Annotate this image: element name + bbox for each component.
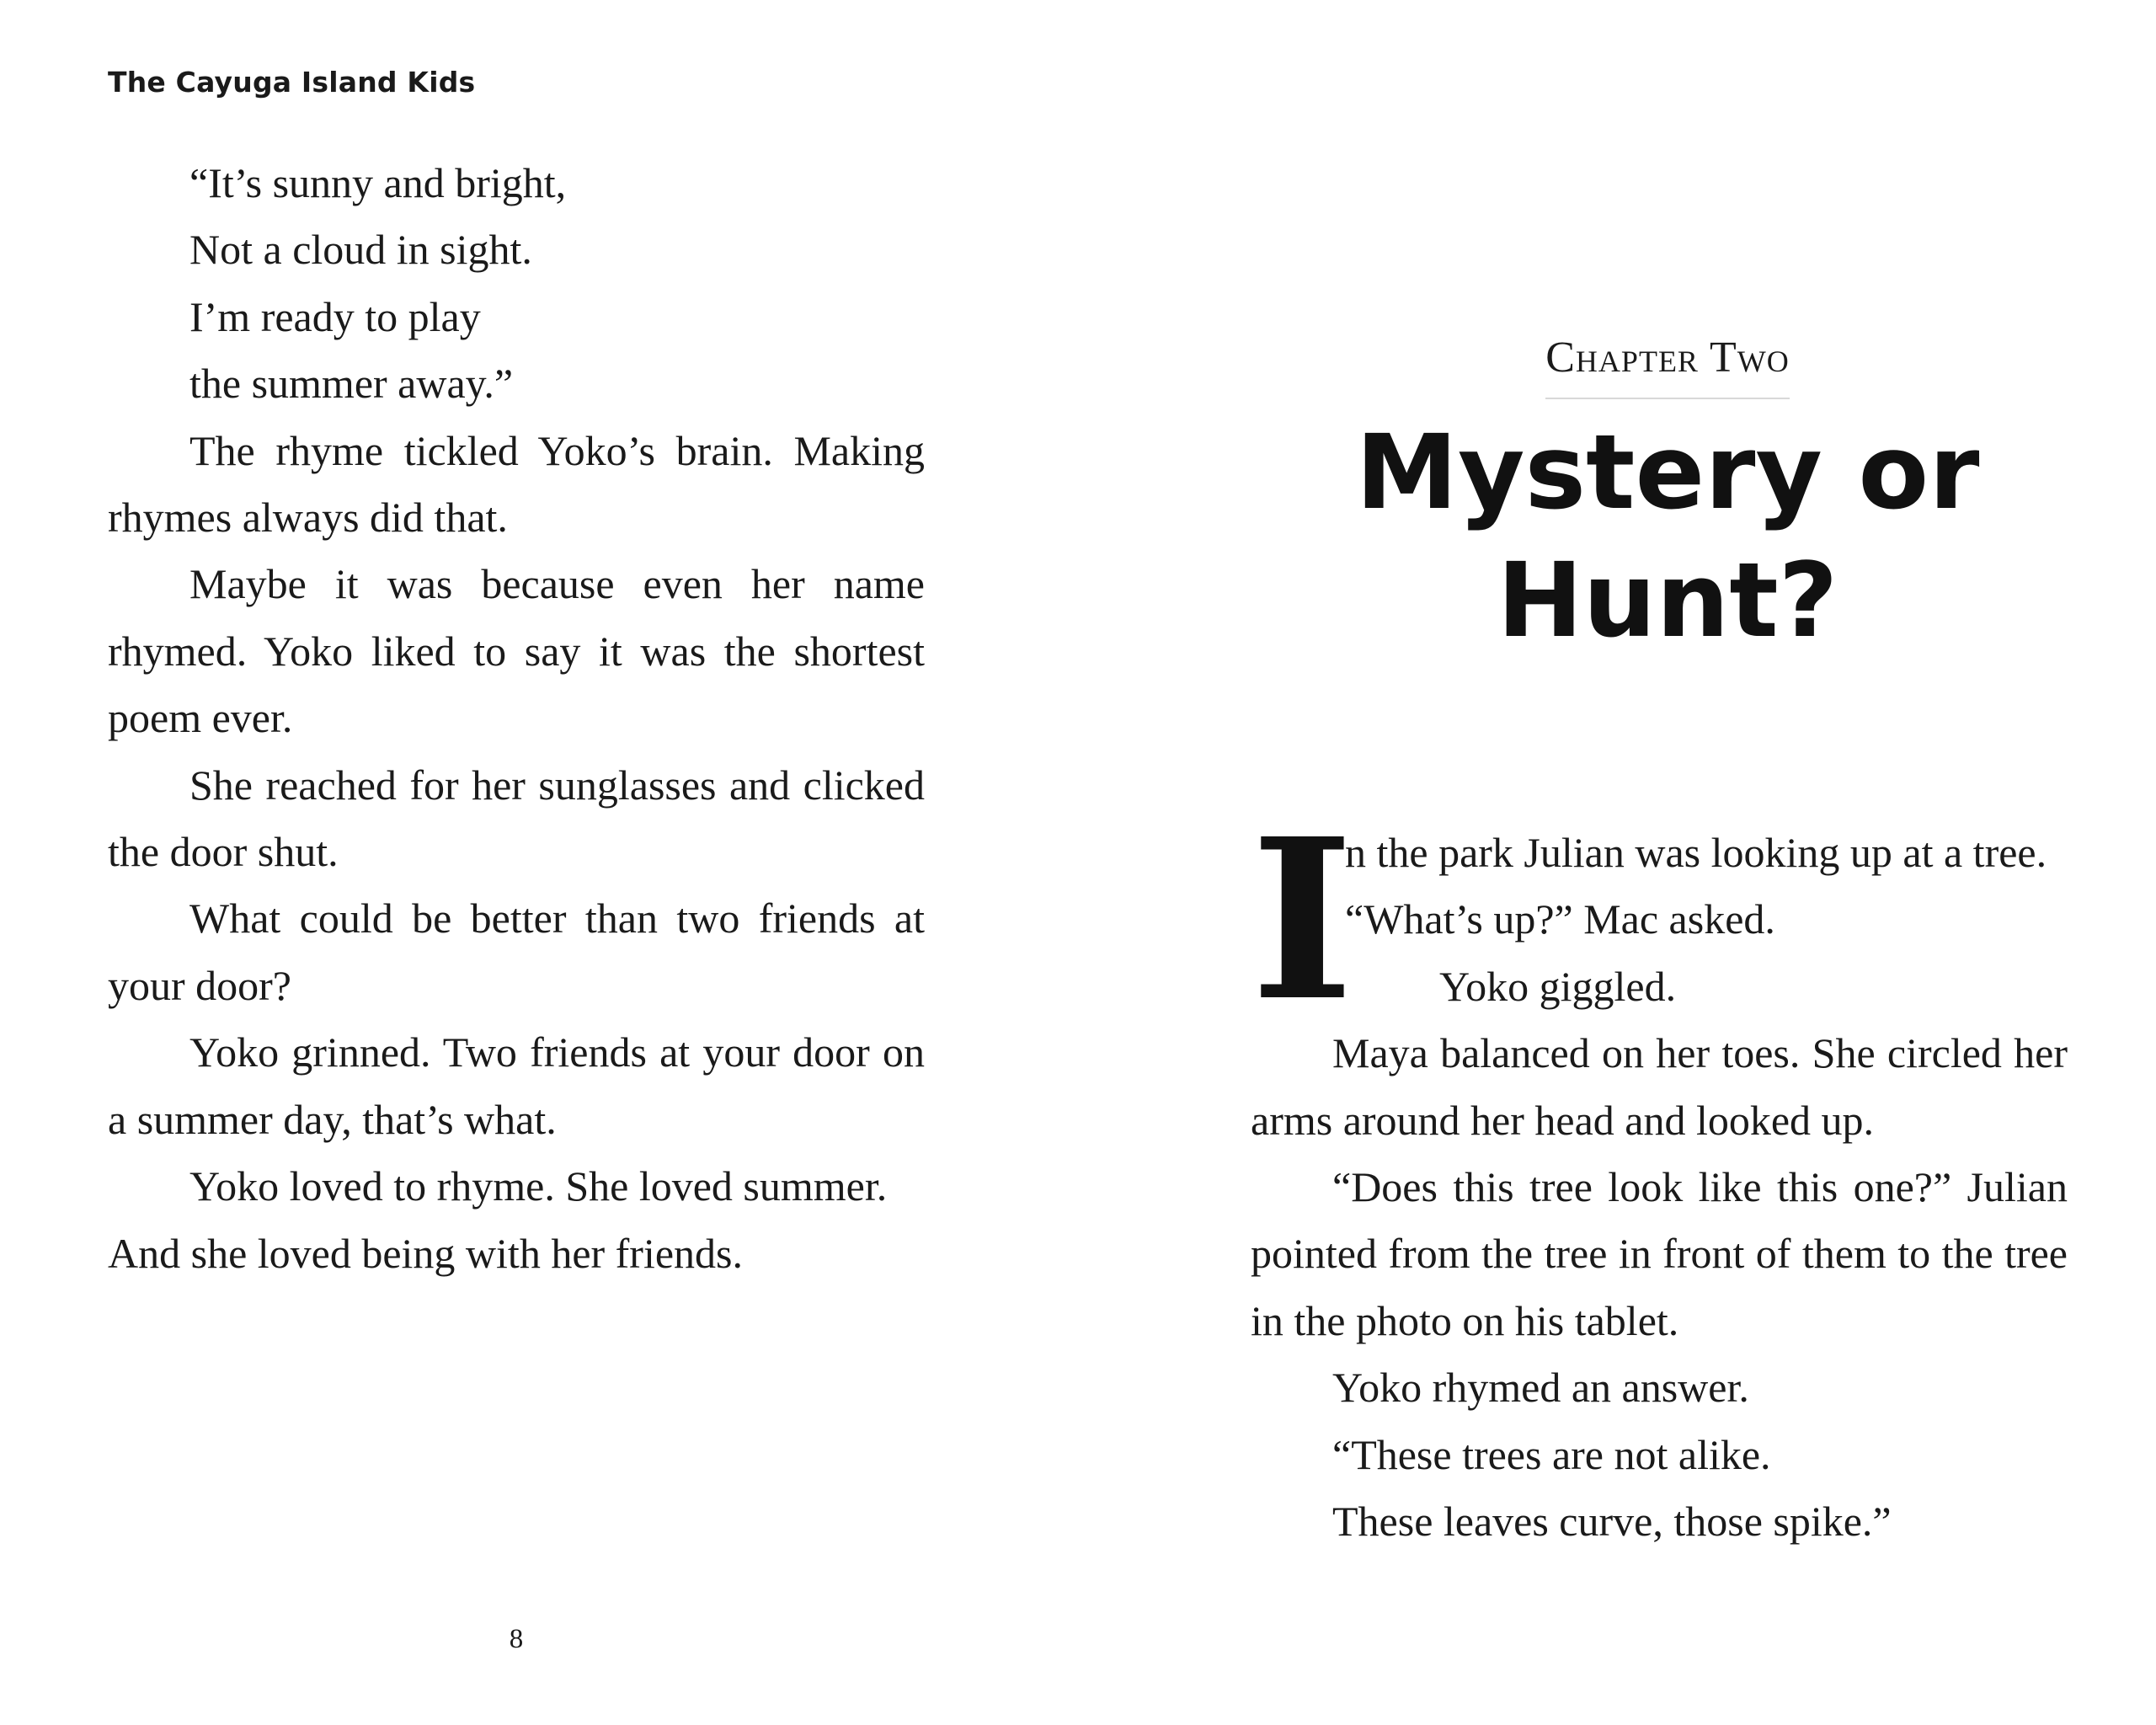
drop-cap-line: n the park Julian was looking up at a tree. — [1345, 829, 2047, 876]
paragraph: “Does this tree look like this one?” Julian pointed from the tree in front of them to the tree in the photo on his tablet. — [1251, 1163, 2068, 1344]
chapter-title-line: Mystery or — [1355, 413, 1980, 532]
paragraph: Yoko grinned. Two friends at your door on a summer day, that’s what. — [108, 1028, 925, 1143]
paragraph: Maybe it was because even her name rhymed. Yoko liked to say it was the shortest poem ever. — [108, 560, 925, 742]
drop-cap-line: “What’s up?” Mac asked. — [1345, 895, 1775, 943]
paragraph: The rhyme tickled Yoko’s brain. Making rhymes always did that. — [108, 426, 925, 542]
right-page — [1078, 0, 2156, 1725]
verse-line: These leaves curve, those spike.” — [1332, 1498, 1892, 1546]
paragraph: She reached for her sunglasses and clicked the door shut. — [108, 761, 925, 876]
page-number: 8 — [509, 1624, 524, 1654]
opening-verse — [108, 150, 925, 418]
verse-line: the summer away.” — [189, 360, 514, 408]
left-page-text — [108, 150, 925, 1287]
chapter-label — [1078, 333, 2156, 399]
chapter-body — [1251, 820, 2068, 1555]
verse-line: I’m ready to play — [189, 292, 481, 340]
verse-line: Not a cloud in sight. — [189, 226, 532, 274]
verse-line: “These trees are not alike. — [1332, 1430, 1771, 1478]
paragraph: What could be better than two friends at your door? — [108, 895, 925, 1009]
paragraph: Yoko rhymed an answer. — [1332, 1364, 1749, 1412]
chapter-label-text: Chapter Two — [1545, 333, 1790, 399]
drop-cap-line: Yoko giggled. — [1439, 962, 1677, 1010]
chapter-title — [1078, 409, 2156, 665]
chapter-title-line: Hunt? — [1497, 541, 1838, 660]
paragraph: Maya balanced on her toes. She circled her arms around her head and looked up. — [1251, 1029, 2068, 1144]
verse-line: “It’s sunny and bright, — [189, 159, 567, 206]
running-head: The Cayuga Island Kids — [108, 66, 476, 99]
paragraph: Yoko loved to rhyme. She loved summer. And she loved being with her friends. — [108, 1162, 888, 1277]
drop-cap: I — [1251, 790, 1354, 1049]
